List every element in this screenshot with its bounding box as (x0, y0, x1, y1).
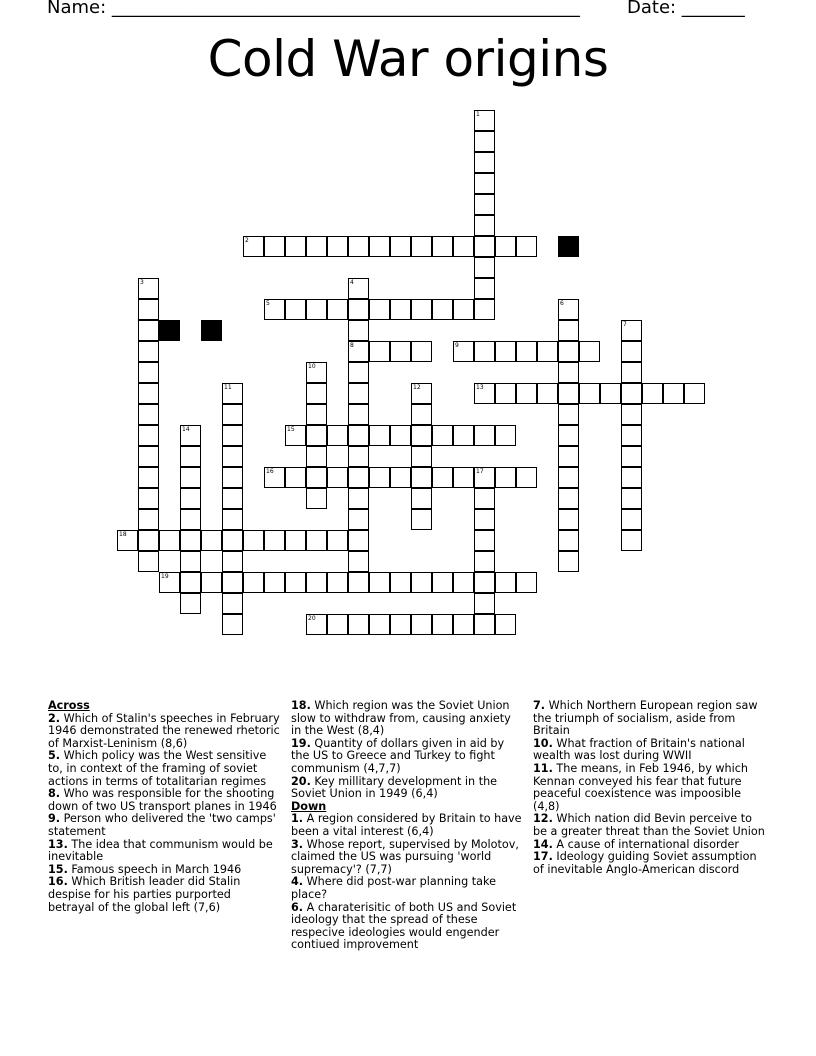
grid-cell[interactable] (369, 341, 390, 362)
clue-number: 14. (533, 837, 553, 851)
grid-cell[interactable] (159, 572, 180, 593)
clue-text: A region considered by Britain to have been a vital interest (6,4) (291, 812, 522, 838)
clue-text: Which policy was the West sensitive to, in context of the framing of soviet actions in terms of totalitarian regimes (48, 749, 267, 788)
grid-cell[interactable] (558, 530, 579, 551)
grid-cell[interactable] (180, 425, 201, 446)
grid-cell[interactable] (558, 488, 579, 509)
grid-cell[interactable] (306, 362, 327, 383)
grid-cell[interactable] (474, 551, 495, 572)
grid-cell[interactable] (306, 404, 327, 425)
clue-text: Which of Stalin's speeches in February 1946 demonstrated the renewed rhetoric of Marxist-Leninism (8,6) (48, 711, 280, 750)
grid-cell[interactable] (285, 299, 306, 320)
grid-cell[interactable] (453, 236, 474, 257)
grid-cell[interactable] (348, 509, 369, 530)
grid-cell[interactable] (180, 551, 201, 572)
grid-cell[interactable] (621, 341, 642, 362)
grid-cell[interactable] (558, 362, 579, 383)
grid-cell[interactable] (432, 236, 453, 257)
clue-number: 19. (291, 736, 311, 750)
grid-cell[interactable] (138, 488, 159, 509)
grid-cell[interactable] (180, 446, 201, 467)
grid-cell[interactable] (138, 320, 159, 341)
grid-cell[interactable] (306, 572, 327, 593)
grid-cell[interactable] (474, 383, 495, 404)
grid-cell[interactable] (306, 236, 327, 257)
grid-cell[interactable] (537, 383, 558, 404)
grid-cell[interactable] (600, 383, 621, 404)
grid-cell[interactable] (285, 236, 306, 257)
clue-text: Who was responsible for the shooting down of two US transport planes in 1946 (48, 787, 277, 813)
black-square (159, 320, 180, 341)
grid-cell[interactable] (495, 236, 516, 257)
grid-cell[interactable] (453, 572, 474, 593)
clue-item (533, 851, 769, 876)
grid-cell[interactable] (369, 614, 390, 635)
grid-cell[interactable] (474, 509, 495, 530)
grid-cell[interactable] (411, 425, 432, 446)
clue-item (533, 738, 769, 763)
clue-number: 8. (48, 787, 61, 801)
clue-number-label: 7 (623, 321, 627, 328)
clue-number: 13. (48, 837, 68, 851)
grid-cell[interactable] (474, 215, 495, 236)
clue-number-label: 12 (413, 384, 421, 391)
grid-cell[interactable] (348, 404, 369, 425)
grid-cell[interactable] (474, 572, 495, 593)
grid-cell[interactable] (474, 173, 495, 194)
clue-item (291, 876, 523, 901)
clue-text: Which nation did Bevin perceive to be a greater threat than the Soviet Union (533, 812, 765, 838)
grid-cell[interactable] (411, 299, 432, 320)
grid-cell[interactable] (201, 572, 222, 593)
clue-number: 15. (48, 862, 68, 876)
clue-text: A charaterisitic of both US and Soviet ideology that the spread of these respecive ideologies would engender contiued improvement (291, 900, 517, 952)
clues-column-2 (291, 700, 523, 952)
grid-cell[interactable] (411, 236, 432, 257)
clue-number-label: 16 (266, 468, 274, 475)
clue-number: 1. (291, 812, 304, 826)
grid-cell[interactable] (306, 446, 327, 467)
grid-cell[interactable] (369, 236, 390, 257)
clue-text: The means, in Feb 1946, by which Kennan conveyed his fear that future peaceful coexistence was impoosible (4,8) (533, 761, 748, 813)
grid-cell[interactable] (138, 278, 159, 299)
grid-cell[interactable] (621, 404, 642, 425)
grid-cell[interactable] (684, 383, 705, 404)
grid-cell[interactable] (558, 404, 579, 425)
clue-number-label: 5 (266, 300, 270, 307)
grid-cell[interactable] (390, 236, 411, 257)
grid-cell[interactable] (222, 572, 243, 593)
clue-text: Key millitary development in the Soviet Union in 1949 (6,4) (291, 774, 498, 801)
grid-cell[interactable] (285, 530, 306, 551)
grid-cell[interactable] (432, 425, 453, 446)
clue-number: 10. (533, 736, 553, 750)
grid-cell[interactable] (453, 614, 474, 635)
grid-cell[interactable] (264, 530, 285, 551)
black-square (558, 236, 579, 257)
grid-cell[interactable] (621, 425, 642, 446)
grid-cell[interactable] (558, 383, 579, 404)
grid-cell[interactable] (474, 110, 495, 131)
clue-number: 16. (48, 875, 68, 889)
grid-cell[interactable] (390, 572, 411, 593)
grid-cell[interactable] (180, 467, 201, 488)
grid-cell[interactable] (474, 530, 495, 551)
grid-cell[interactable] (138, 425, 159, 446)
grid-cell[interactable] (411, 341, 432, 362)
grid-cell[interactable] (369, 572, 390, 593)
grid-cell[interactable] (495, 614, 516, 635)
grid-cell[interactable] (432, 614, 453, 635)
grid-cell[interactable] (558, 467, 579, 488)
grid-cell[interactable] (621, 362, 642, 383)
grid-cell[interactable] (327, 467, 348, 488)
clue-text: Whose report, supervised by Molotov, claimed the US was pursuing 'world supremacy'? (7,7) (291, 837, 519, 876)
grid-cell[interactable] (348, 320, 369, 341)
clue-number: 20. (291, 774, 311, 788)
grid-cell[interactable] (453, 467, 474, 488)
clue-item (291, 776, 523, 801)
grid-cell[interactable] (411, 488, 432, 509)
grid-cell[interactable] (138, 404, 159, 425)
grid-cell[interactable] (495, 467, 516, 488)
grid-cell[interactable] (243, 236, 264, 257)
grid-cell[interactable] (138, 362, 159, 383)
grid-cell[interactable] (516, 572, 537, 593)
grid-cell[interactable] (264, 299, 285, 320)
clue-number-label: 19 (161, 573, 169, 580)
grid-cell[interactable] (390, 467, 411, 488)
clue-item (291, 813, 523, 838)
clue-item (48, 876, 280, 914)
grid-cell[interactable] (117, 530, 138, 551)
grid-cell[interactable] (222, 446, 243, 467)
grid-cell[interactable] (579, 341, 600, 362)
clue-item (291, 902, 523, 952)
grid-cell[interactable] (474, 425, 495, 446)
grid-cell[interactable] (243, 572, 264, 593)
grid-cell[interactable] (306, 425, 327, 446)
clue-number-label: 13 (476, 384, 484, 391)
grid-cell[interactable] (222, 467, 243, 488)
clue-text: Quantity of dollars given in aid by the US to Greece and Turkey to fight communism (4,7,7) (291, 736, 505, 775)
clue-number-label: 4 (350, 279, 354, 286)
grid-cell[interactable] (411, 383, 432, 404)
grid-cell[interactable] (222, 614, 243, 635)
grid-cell[interactable] (348, 446, 369, 467)
grid-cell[interactable] (306, 614, 327, 635)
grid-cell[interactable] (348, 488, 369, 509)
grid-cell[interactable] (222, 404, 243, 425)
clue-item (291, 738, 523, 776)
grid-cell[interactable] (348, 362, 369, 383)
grid-cell[interactable] (495, 572, 516, 593)
clue-number-label: 14 (182, 426, 190, 433)
grid-cell[interactable] (180, 488, 201, 509)
grid-cell[interactable] (327, 530, 348, 551)
grid-cell[interactable] (243, 530, 264, 551)
grid-cell[interactable] (495, 383, 516, 404)
clue-text: Where did post-war planning take place? (291, 875, 496, 901)
grid-cell[interactable] (516, 383, 537, 404)
grid-cell[interactable] (621, 530, 642, 551)
grid-cell[interactable] (621, 320, 642, 341)
grid-cell[interactable] (201, 530, 222, 551)
grid-cell[interactable] (222, 509, 243, 530)
across-heading: Across (48, 699, 90, 712)
grid-cell[interactable] (285, 572, 306, 593)
grid-cell[interactable] (474, 488, 495, 509)
clue-number: 17. (533, 850, 553, 864)
date-field: Date: _______ (627, 0, 745, 18)
clue-number-label: 6 (560, 300, 564, 307)
grid-cell[interactable] (348, 278, 369, 299)
grid-cell[interactable] (390, 299, 411, 320)
grid-cell[interactable] (474, 152, 495, 173)
grid-cell[interactable] (642, 383, 663, 404)
grid-cell[interactable] (138, 446, 159, 467)
grid-cell[interactable] (579, 383, 600, 404)
clue-text: Person who delivered the 'two camps' statement (48, 812, 276, 838)
grid-cell[interactable] (264, 572, 285, 593)
grid-cell[interactable] (285, 425, 306, 446)
grid-cell[interactable] (474, 278, 495, 299)
black-square (201, 320, 222, 341)
clue-text: Which Northern European region saw the triumph of socialism, aside from Britain (533, 699, 758, 738)
grid-cell[interactable] (474, 593, 495, 614)
clue-text: Famous speech in March 1946 (71, 862, 242, 876)
grid-cell[interactable] (411, 446, 432, 467)
grid-cell[interactable] (474, 614, 495, 635)
grid-cell[interactable] (516, 341, 537, 362)
clue-number: 11. (533, 761, 553, 775)
grid-cell[interactable] (411, 404, 432, 425)
grid-cell[interactable] (474, 299, 495, 320)
clue-number: 9. (48, 812, 61, 826)
grid-cell[interactable] (180, 509, 201, 530)
grid-cell[interactable] (222, 383, 243, 404)
grid-cell[interactable] (558, 320, 579, 341)
clue-number-label: 10 (308, 363, 316, 370)
grid-cell[interactable] (348, 551, 369, 572)
grid-cell[interactable] (663, 383, 684, 404)
grid-cell[interactable] (306, 488, 327, 509)
grid-cell[interactable] (474, 131, 495, 152)
grid-cell[interactable] (159, 530, 180, 551)
grid-cell[interactable] (138, 551, 159, 572)
clue-number: 5. (48, 749, 61, 763)
grid-cell[interactable] (222, 593, 243, 614)
grid-cell[interactable] (453, 299, 474, 320)
grid-cell[interactable] (327, 299, 348, 320)
grid-cell[interactable] (327, 425, 348, 446)
grid-cell[interactable] (390, 614, 411, 635)
grid-cell[interactable] (348, 467, 369, 488)
grid-cell[interactable] (621, 467, 642, 488)
name-field: Name: ____________________________________________________ (47, 0, 580, 18)
grid-cell[interactable] (348, 530, 369, 551)
grid-cell[interactable] (432, 572, 453, 593)
grid-cell[interactable] (516, 236, 537, 257)
grid-cell[interactable] (516, 467, 537, 488)
clue-item (291, 700, 523, 738)
grid-cell[interactable] (432, 299, 453, 320)
grid-cell[interactable] (264, 467, 285, 488)
clue-text: The idea that communism would be inevitable (48, 837, 273, 864)
grid-cell[interactable] (369, 299, 390, 320)
grid-cell[interactable] (537, 341, 558, 362)
grid-cell[interactable] (558, 509, 579, 530)
grid-cell[interactable] (348, 299, 369, 320)
clue-item (533, 700, 769, 738)
clue-number: 3. (291, 837, 304, 851)
down-heading: Down (291, 799, 327, 813)
grid-cell[interactable] (327, 572, 348, 593)
grid-cell[interactable] (474, 341, 495, 362)
clue-number-label: 3 (140, 279, 144, 286)
grid-cell[interactable] (138, 509, 159, 530)
clue-text: Ideology guiding Soviet assumption of inevitable Anglo-American discord (533, 850, 757, 876)
clues-column-1 (48, 700, 280, 914)
clue-number: 18. (291, 699, 311, 712)
clue-number: 2. (48, 711, 61, 725)
grid-cell[interactable] (306, 530, 327, 551)
grid-cell[interactable] (348, 236, 369, 257)
grid-cell[interactable] (474, 236, 495, 257)
page-title: Cold War origins (207, 30, 609, 88)
clue-text: What fraction of Britain's national wealth was lost during WWII (533, 736, 745, 763)
clue-item (48, 788, 280, 813)
clues-column-3 (533, 700, 769, 876)
grid-cell[interactable] (222, 530, 243, 551)
grid-cell[interactable] (138, 341, 159, 362)
clue-number-label: 17 (476, 468, 484, 475)
grid-cell[interactable] (390, 341, 411, 362)
clue-number-label: 8 (350, 342, 354, 349)
grid-cell[interactable] (180, 593, 201, 614)
clue-text: Which British leader did Stalin despise for his parties purported betrayal of the global left (7,6) (48, 875, 241, 914)
grid-cell[interactable] (222, 551, 243, 572)
clue-item (291, 839, 523, 877)
grid-cell[interactable] (432, 467, 453, 488)
grid-cell[interactable] (138, 467, 159, 488)
grid-cell[interactable] (306, 467, 327, 488)
grid-cell[interactable] (369, 425, 390, 446)
grid-cell[interactable] (180, 530, 201, 551)
grid-cell[interactable] (222, 425, 243, 446)
grid-cell[interactable] (558, 299, 579, 320)
grid-cell[interactable] (306, 299, 327, 320)
clue-item (48, 713, 280, 751)
clue-text: Which region was the Soviet Union slow to withdraw from, causing anxiety in the West (8,4) (291, 699, 511, 738)
grid-cell[interactable] (558, 446, 579, 467)
grid-cell[interactable] (138, 530, 159, 551)
grid-cell[interactable] (621, 509, 642, 530)
grid-cell[interactable] (411, 467, 432, 488)
clue-number-label: 20 (308, 615, 316, 622)
grid-cell[interactable] (348, 341, 369, 362)
grid-cell[interactable] (348, 614, 369, 635)
grid-cell[interactable] (495, 341, 516, 362)
grid-cell[interactable] (327, 614, 348, 635)
clue-text: A cause of international disorder (556, 837, 739, 851)
grid-cell[interactable] (558, 551, 579, 572)
clue-number-label: 15 (287, 426, 295, 433)
grid-cell[interactable] (474, 467, 495, 488)
clue-item (533, 763, 769, 813)
grid-cell[interactable] (621, 383, 642, 404)
grid-cell[interactable] (327, 236, 348, 257)
grid-cell[interactable] (411, 572, 432, 593)
clue-number-label: 18 (119, 531, 127, 538)
clue-number-label: 11 (224, 384, 232, 391)
grid-cell[interactable] (369, 467, 390, 488)
grid-cell[interactable] (474, 194, 495, 215)
grid-cell[interactable] (264, 236, 285, 257)
clue-number-label: 1 (476, 111, 480, 118)
grid-cell[interactable] (411, 509, 432, 530)
grid-cell[interactable] (348, 383, 369, 404)
grid-cell[interactable] (138, 383, 159, 404)
grid-cell[interactable] (348, 572, 369, 593)
clue-item (48, 813, 280, 838)
grid-cell[interactable] (558, 341, 579, 362)
clue-number: 12. (533, 812, 553, 826)
clue-number-label: 9 (455, 342, 459, 349)
clue-item (48, 750, 280, 788)
grid-cell[interactable] (453, 341, 474, 362)
clue-item (48, 839, 280, 864)
grid-cell[interactable] (621, 488, 642, 509)
clue-number: 6. (291, 900, 304, 914)
grid-cell[interactable] (453, 425, 474, 446)
grid-cell[interactable] (495, 425, 516, 446)
grid-cell[interactable] (474, 257, 495, 278)
grid-cell[interactable] (348, 425, 369, 446)
grid-cell[interactable] (138, 299, 159, 320)
clue-item (533, 813, 769, 838)
grid-cell[interactable] (222, 488, 243, 509)
clue-number: 7. (533, 699, 546, 712)
grid-cell[interactable] (285, 467, 306, 488)
grid-cell[interactable] (621, 446, 642, 467)
grid-cell[interactable] (558, 425, 579, 446)
grid-cell[interactable] (411, 614, 432, 635)
clue-number-label: 2 (245, 237, 249, 244)
grid-cell[interactable] (180, 572, 201, 593)
grid-cell[interactable] (306, 383, 327, 404)
clue-number: 4. (291, 875, 304, 889)
grid-cell[interactable] (390, 425, 411, 446)
